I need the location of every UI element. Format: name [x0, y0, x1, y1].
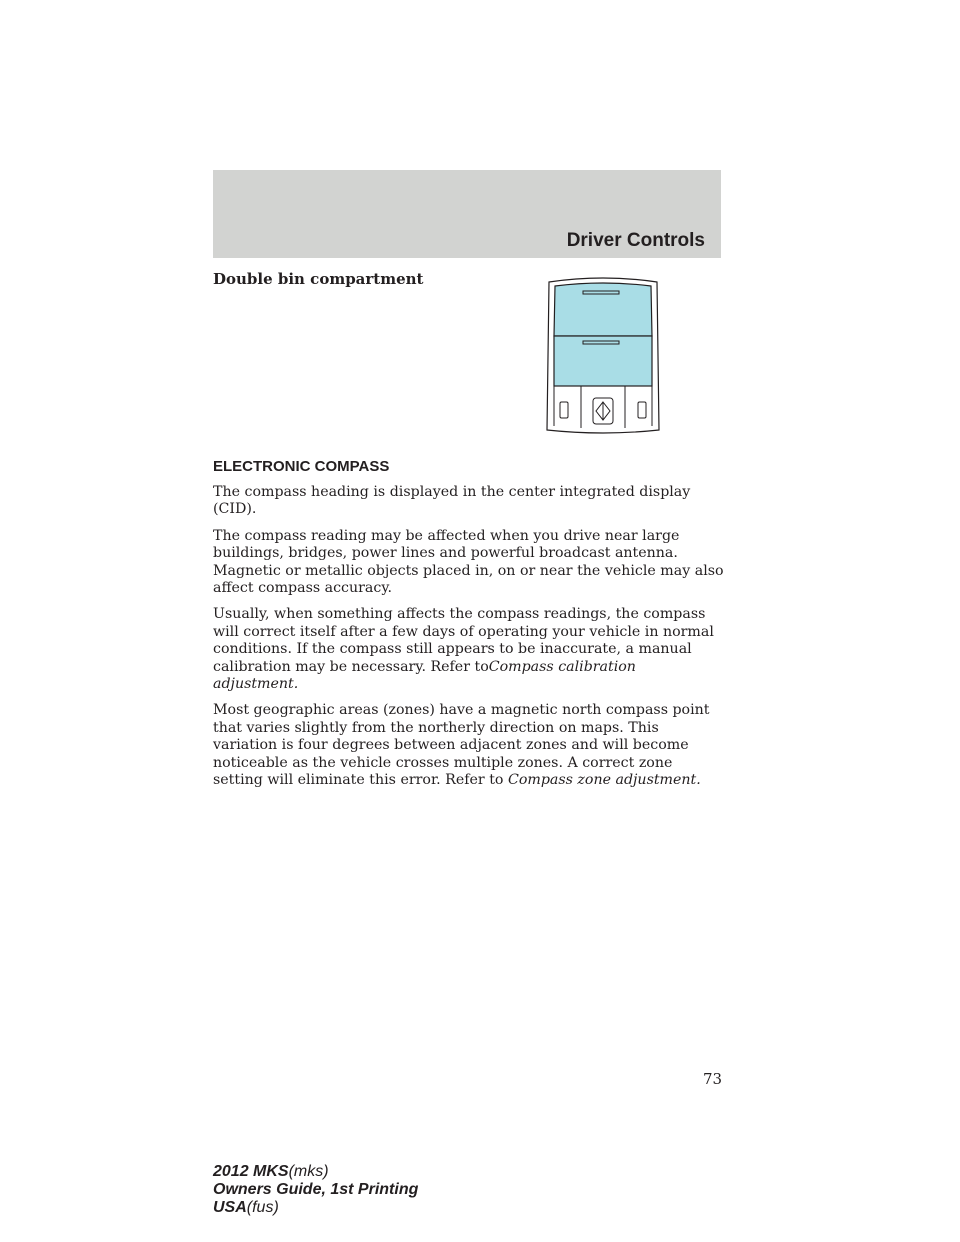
- compass-body: [213, 484, 725, 799]
- footer-model: 2012 MKS: [213, 1163, 289, 1180]
- paragraph-text: Most geographic areas (zones) have a magnetic north compass point that varies slightly from the northerly direction on maps. This variation is four degrees between adjacent zones and will become noticeable as the vehicle crosses multiple zones. A correct zone setting will eliminate this error. Refer to: [213, 702, 710, 789]
- compass-heading: ELECTRONIC COMPASS: [213, 458, 390, 475]
- footer-line-market: [213, 1199, 418, 1217]
- footer-line-model: [213, 1163, 418, 1181]
- bin-heading: Double bin compartment: [213, 270, 424, 288]
- paragraph: [213, 702, 725, 789]
- footer-market-code: (fus): [246, 1199, 279, 1216]
- header-band: [213, 170, 721, 258]
- section-title: Driver Controls: [566, 230, 705, 251]
- paragraph: The compass reading may be affected when you drive near large buildings, bridges, power lines and powerful broadcast antenna. Magnetic or metallic objects placed in, on or near the vehicle may also affect compass accuracy.: [213, 527, 724, 597]
- print-footer: [213, 1163, 418, 1217]
- page-number: 73: [703, 1070, 723, 1088]
- cross-reference: Compass zone adjustment.: [507, 772, 701, 789]
- footer-market: USA: [213, 1199, 247, 1216]
- cross-reference: Compass calibration adjustment.: [213, 658, 636, 693]
- footer-model-code: (mks): [288, 1163, 329, 1180]
- footer-printing: Owners Guide, 1st Printing: [213, 1181, 419, 1198]
- paragraph-text: Usually, when something affects the compass readings, the compass will correct itself after a few days of operating your vehicle in normal conditions. If the compass still appears to be inaccurate, a manual calibration may be necessary. Refer to: [213, 606, 714, 675]
- paragraph: The compass heading is displayed in the center integrated display (CID).: [213, 484, 691, 518]
- double-bin-illustration: [543, 276, 663, 436]
- paragraph: [213, 606, 725, 693]
